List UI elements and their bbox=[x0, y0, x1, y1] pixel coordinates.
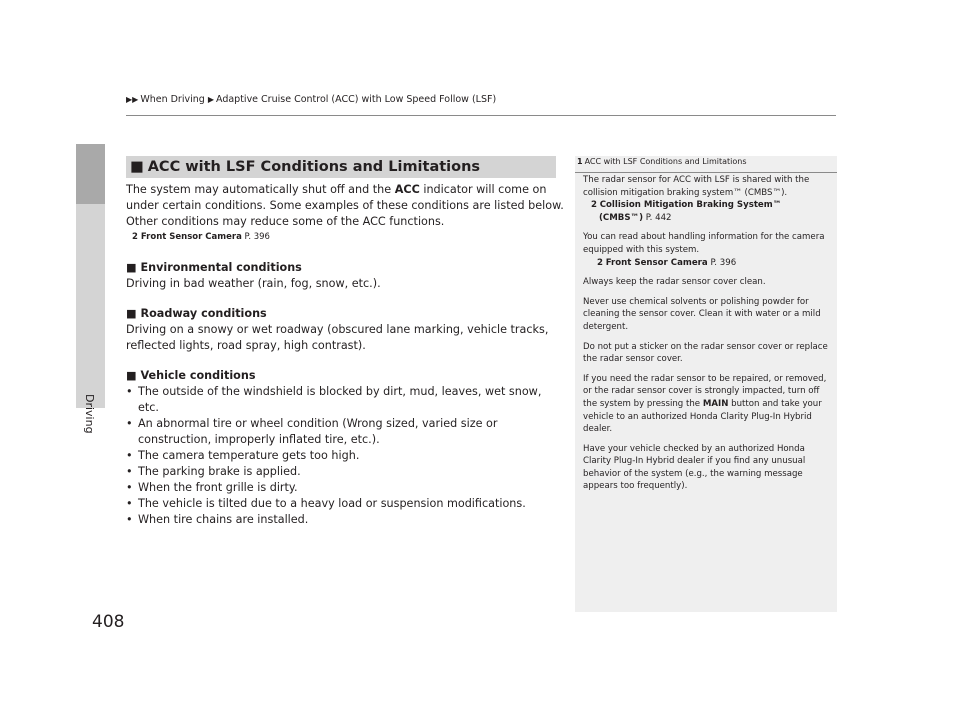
cross-reference[interactable] bbox=[126, 231, 564, 243]
breadcrumb bbox=[126, 94, 496, 105]
subsection-heading: Environmental conditions bbox=[140, 261, 302, 274]
reference-page: P. 396 bbox=[241, 232, 270, 242]
reference-page: P. 442 bbox=[643, 212, 672, 223]
sidebar-divider bbox=[575, 172, 837, 173]
chapter-label: Driving bbox=[83, 394, 96, 434]
subsection-marker-icon: ■ bbox=[126, 307, 137, 320]
sidebar-note bbox=[575, 156, 837, 612]
reference-arrow-icon: 2 bbox=[591, 200, 597, 211]
intro-text: The system may automatically shut off and the bbox=[126, 183, 395, 196]
page-number: 408 bbox=[92, 612, 125, 632]
section-marker-icon: ■ bbox=[130, 159, 144, 175]
sidebar-title bbox=[577, 157, 747, 166]
list-item: • The outside of the windshield is blocked by dirt, mud, leaves, wet snow, etc. bbox=[126, 384, 564, 416]
reference-title[interactable]: (CMBS™) bbox=[599, 212, 644, 223]
breadcrumb-arrow-icon: ▶▶ bbox=[126, 95, 139, 104]
list-item: • The vehicle is tilted due to a heavy load or suspension modifications. bbox=[126, 496, 564, 512]
sidebar-paragraph: The radar sensor for ACC with LSF is shared with the collision mitigation braking system™ (CMBS™). bbox=[583, 175, 810, 198]
subsection-text: Driving on a snowy or wet roadway (obscured lane marking, vehicle tracks, reflected lights, road spray, high contrast). bbox=[126, 323, 549, 352]
main-button-label: MAIN bbox=[702, 398, 729, 409]
list-item: • The camera temperature gets too high. bbox=[126, 448, 564, 464]
intro-text: indicator will come on under certain conditions. Some examples of these conditions are listed below. Other conditions may reduce some of the ACC functions. bbox=[126, 183, 564, 228]
vehicle-conditions bbox=[126, 368, 564, 528]
subsection-heading: Vehicle conditions bbox=[140, 369, 256, 382]
header-divider bbox=[126, 115, 836, 116]
sidebar-paragraph: Never use chemical solvents or polishing powder for cleaning the sensor cover. Clean it with water or a mild detergent. bbox=[583, 296, 821, 332]
sidebar-text: button and take your vehicle to an authorized Honda Clarity Plug-In Hybrid dealer. bbox=[583, 398, 822, 435]
note-icon: 1 bbox=[577, 157, 583, 166]
chapter-tab-marker bbox=[76, 144, 105, 204]
subsection-marker-icon: ■ bbox=[126, 261, 137, 274]
condition-list bbox=[126, 384, 564, 528]
breadcrumb-arrow-icon: ▶ bbox=[207, 95, 214, 104]
cross-reference[interactable] bbox=[583, 199, 829, 224]
reference-title[interactable]: Front Sensor Camera bbox=[605, 257, 708, 268]
sidebar-paragraph: Have your vehicle checked by an authorized Honda Clarity Plug-In Hybrid dealer if you find any unusual behavior of the system (e.g., the warning message appears too frequently). bbox=[583, 443, 806, 492]
sidebar-title-text: ACC with LSF Conditions and Limitations bbox=[584, 157, 747, 166]
reference-title[interactable]: Front Sensor Camera bbox=[140, 232, 242, 242]
reference-page: P. 396 bbox=[707, 257, 737, 268]
sidebar-paragraph: Do not put a sticker on the radar sensor cover or replace the radar sensor cover. bbox=[583, 341, 828, 365]
environmental-conditions bbox=[126, 260, 564, 292]
sidebar-body bbox=[583, 174, 829, 500]
section-heading bbox=[126, 156, 556, 178]
subsection-heading: Roadway conditions bbox=[140, 307, 267, 320]
sidebar-paragraph bbox=[583, 373, 829, 436]
breadcrumb-item[interactable]: When Driving bbox=[140, 94, 205, 105]
section-title: ACC with LSF Conditions and Limitations bbox=[147, 159, 481, 175]
list-item: • The parking brake is applied. bbox=[126, 464, 564, 480]
subsection-text: Driving in bad weather (rain, fog, snow, etc.). bbox=[126, 277, 381, 290]
roadway-conditions bbox=[126, 306, 564, 354]
breadcrumb-item[interactable]: Adaptive Cruise Control (ACC) with Low Speed Follow (LSF) bbox=[215, 94, 497, 105]
sidebar-paragraph: Always keep the radar sensor cover clean. bbox=[583, 277, 766, 288]
reference-arrow-icon: 2 bbox=[597, 257, 603, 268]
acc-indicator-label: ACC bbox=[394, 183, 420, 196]
list-item: • When the front grille is dirty. bbox=[126, 480, 564, 496]
intro-paragraph bbox=[126, 182, 564, 243]
reference-arrow-icon: 2 bbox=[132, 232, 138, 242]
list-item: • When tire chains are installed. bbox=[126, 512, 564, 528]
list-item: • An abnormal tire or wheel condition (Wrong sized, varied size or construction, improperly inflated tire, etc.). bbox=[126, 416, 564, 448]
reference-title[interactable]: Collision Mitigation Braking System™ bbox=[599, 200, 782, 211]
sidebar-paragraph: You can read about handling information for the camera equipped with this system. bbox=[583, 232, 825, 255]
sidebar-text: If you need the radar sensor to be repaired, or removed, or the radar sensor cover is strongly impacted, turn off the system by pressing the bbox=[583, 373, 827, 409]
cross-reference[interactable] bbox=[583, 257, 829, 270]
subsection-marker-icon: ■ bbox=[126, 369, 137, 382]
